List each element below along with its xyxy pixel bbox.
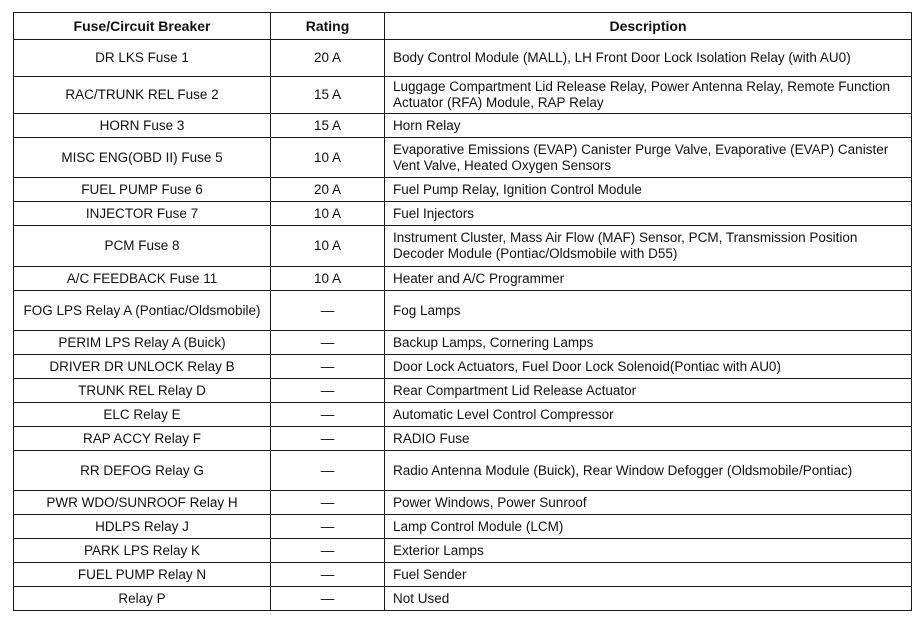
table-row xyxy=(14,202,912,226)
fuse-description: Power Windows, Power Sunroof xyxy=(385,491,912,515)
fuse-name: FUEL PUMP Fuse 6 xyxy=(14,178,271,202)
fuse-rating: — xyxy=(271,539,385,563)
table-row xyxy=(14,77,912,114)
fuse-rating: — xyxy=(271,379,385,403)
fuse-name: Relay P xyxy=(14,587,271,611)
table-row xyxy=(14,563,912,587)
fuse-name: PERIM LPS Relay A (Buick) xyxy=(14,331,271,355)
fuse-name: DRIVER DR UNLOCK Relay B xyxy=(14,355,271,379)
fuse-rating: — xyxy=(271,355,385,379)
fuse-description: Luggage Compartment Lid Release Relay, Power Antenna Relay, Remote Function Actuator (RFA) Module, RAP Relay xyxy=(385,77,912,114)
fuse-name: PARK LPS Relay K xyxy=(14,539,271,563)
table-row xyxy=(14,491,912,515)
table-row xyxy=(14,267,912,291)
fuse-description: Body Control Module (MALL), LH Front Door Lock Isolation Relay (with AU0) xyxy=(385,40,912,77)
fuse-description: Fog Lamps xyxy=(385,291,912,331)
table-row xyxy=(14,403,912,427)
fuse-name: PCM Fuse 8 xyxy=(14,226,271,267)
table-row xyxy=(14,539,912,563)
fuse-rating: — xyxy=(271,587,385,611)
fuse-description: Evaporative Emissions (EVAP) Canister Purge Valve, Evaporative (EVAP) Canister Vent Valve, Heated Oxygen Sensors xyxy=(385,138,912,178)
fuse-name: FUEL PUMP Relay N xyxy=(14,563,271,587)
fuse-name: FOG LPS Relay A (Pontiac/Oldsmobile) xyxy=(14,291,271,331)
fuse-name: MISC ENG(OBD II) Fuse 5 xyxy=(14,138,271,178)
fuse-description: RADIO Fuse xyxy=(385,427,912,451)
fuse-rating: — xyxy=(271,403,385,427)
fuse-rating: 15 A xyxy=(271,77,385,114)
table-row xyxy=(14,226,912,267)
fuse-name: HDLPS Relay J xyxy=(14,515,271,539)
table-row xyxy=(14,355,912,379)
fuse-rating: — xyxy=(271,451,385,491)
table-row xyxy=(14,451,912,491)
table-row xyxy=(14,515,912,539)
fuse-name: RAC/TRUNK REL Fuse 2 xyxy=(14,77,271,114)
table-row xyxy=(14,291,912,331)
fuse-description: Backup Lamps, Cornering Lamps xyxy=(385,331,912,355)
table-row xyxy=(14,427,912,451)
table-row xyxy=(14,331,912,355)
fuse-rating: 15 A xyxy=(271,114,385,138)
table-row xyxy=(14,587,912,611)
fuse-name: ELC Relay E xyxy=(14,403,271,427)
fuse-rating: — xyxy=(271,291,385,331)
fuse-rating: — xyxy=(271,427,385,451)
fuse-description: Lamp Control Module (LCM) xyxy=(385,515,912,539)
fuse-name: PWR WDO/SUNROOF Relay H xyxy=(14,491,271,515)
fuse-name: HORN Fuse 3 xyxy=(14,114,271,138)
fuse-rating: 10 A xyxy=(271,138,385,178)
fuse-description: Instrument Cluster, Mass Air Flow (MAF) Sensor, PCM, Transmission Position Decoder Module (Pontiac/Oldsmobile with D55) xyxy=(385,226,912,267)
header-row xyxy=(14,13,912,40)
fuse-description: Heater and A/C Programmer xyxy=(385,267,912,291)
fuse-rating: 10 A xyxy=(271,202,385,226)
fuse-name: A/C FEEDBACK Fuse 11 xyxy=(14,267,271,291)
fuse-description: Fuel Pump Relay, Ignition Control Module xyxy=(385,178,912,202)
fuse-rating: 20 A xyxy=(271,178,385,202)
fuse-rating: — xyxy=(271,331,385,355)
fuse-rating: — xyxy=(271,515,385,539)
fuse-description: Door Lock Actuators, Fuel Door Lock Solenoid(Pontiac with AU0) xyxy=(385,355,912,379)
table-row xyxy=(14,40,912,77)
fuse-rating: 10 A xyxy=(271,226,385,267)
fuse-description: Radio Antenna Module (Buick), Rear Window Defogger (Oldsmobile/Pontiac) xyxy=(385,451,912,491)
fuse-rating: 10 A xyxy=(271,267,385,291)
fuse-name: RAP ACCY Relay F xyxy=(14,427,271,451)
fuse-description: Fuel Sender xyxy=(385,563,912,587)
fuse-description: Horn Relay xyxy=(385,114,912,138)
fuse-name: INJECTOR Fuse 7 xyxy=(14,202,271,226)
header-description: Description xyxy=(385,13,912,40)
table-row xyxy=(14,138,912,178)
fuse-description: Rear Compartment Lid Release Actuator xyxy=(385,379,912,403)
table-body xyxy=(14,40,912,611)
table-row xyxy=(14,178,912,202)
table-row xyxy=(14,379,912,403)
fuse-rating: — xyxy=(271,491,385,515)
fuse-name: DR LKS Fuse 1 xyxy=(14,40,271,77)
table-header xyxy=(14,13,912,40)
header-rating: Rating xyxy=(271,13,385,40)
fuse-rating: — xyxy=(271,563,385,587)
fuse-relay-table xyxy=(13,12,912,611)
fuse-name: RR DEFOG Relay G xyxy=(14,451,271,491)
fuse-name: TRUNK REL Relay D xyxy=(14,379,271,403)
header-fuse-circuit-breaker: Fuse/Circuit Breaker xyxy=(14,13,271,40)
fuse-description: Not Used xyxy=(385,587,912,611)
fuse-description: Fuel Injectors xyxy=(385,202,912,226)
table-row xyxy=(14,114,912,138)
fuse-rating: 20 A xyxy=(271,40,385,77)
fuse-description: Exterior Lamps xyxy=(385,539,912,563)
fuse-description: Automatic Level Control Compressor xyxy=(385,403,912,427)
